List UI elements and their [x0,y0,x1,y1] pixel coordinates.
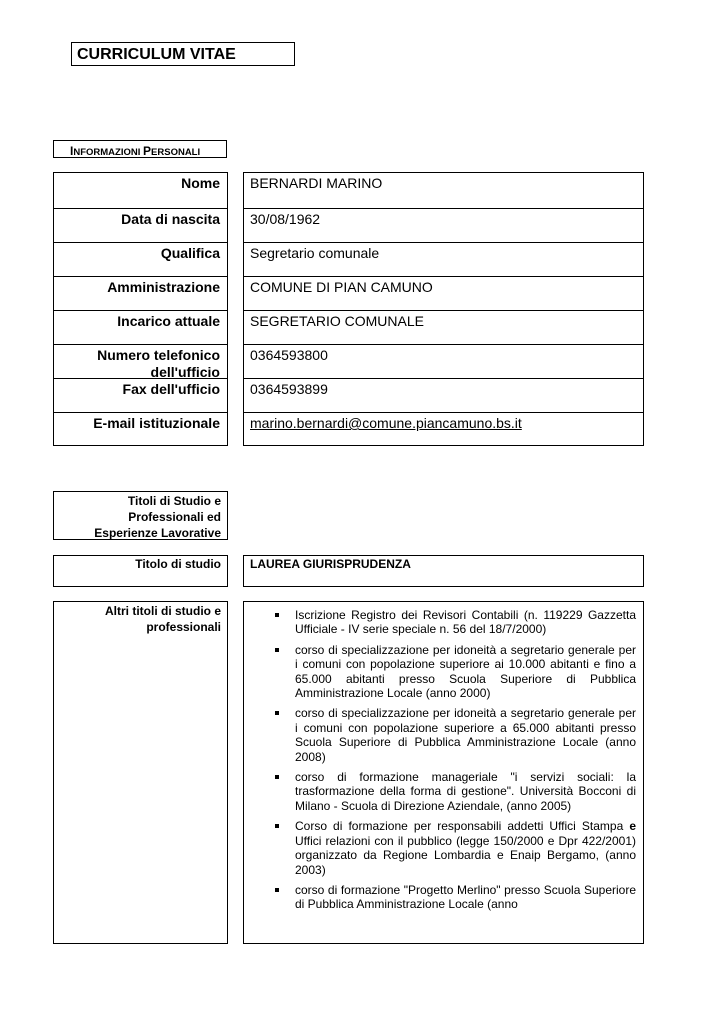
value-incarico: SEGRETARIO COMUNALE [244,310,643,344]
label-nome: Nome [181,175,220,191]
square-bullet-icon [275,613,279,617]
label-incarico: Incarico attuale [54,310,227,344]
label-qualifica: Qualifica [54,242,227,276]
value-data-nascita: 30/08/1962 [244,208,643,242]
email-link[interactable]: marino.bernardi@comune.piancamuno.bs.it [250,415,522,431]
value-email-cell [244,412,643,446]
list-item: corso di formazione manageriale "i servizi sociali: la trasformazione della forma di gestione". Università Bocconi di Milano - Scuola di Direzione Aziendale, (anno 2005) [270,770,636,813]
section-titoli: Titoli di Studio e Professionali ed Esperienze Lavorative [53,491,228,540]
value-titolo-studio: LAUREA GIURISPRUDENZA [243,555,644,587]
value-fax: 0364593899 [244,378,643,412]
altri-titoli-list-cell [243,601,644,944]
personal-values-column [243,172,644,446]
square-bullet-icon [275,775,279,779]
list-item: corso di specializzazione per idoneità a segretario generale per i comuni con popolazione superiore a 65.000 abitanti presso Scuola Superiore di Pubblica Amministrazione Locale (anno 2008) [270,706,636,764]
list-item: corso di formazione "Progetto Merlino" presso Scuola Superiore di Pubblica Amministrazione Locale (anno [270,883,636,912]
label-data-nascita: Data di nascita [54,208,227,242]
list-item: corso di specializzazione per idoneità a segretario generale per i comuni con popolazione superiore ai 10.000 abitanti e fino a 65.000 abitanti presso Scuola Superiore di Pubblica Amministrazione Locale (anno 2000) [270,643,636,701]
document-title: CURRICULUM VITAE [71,42,295,66]
square-bullet-icon [275,711,279,715]
label-fax: Fax dell'ufficio [54,378,227,412]
list-item: Corso di formazione per responsabili addetti Uffici Stampa e Uffici relazioni con il pubblico (legge 150/2000 e Dpr 422/2001) organizzato da Regione Lombardia e Enaip Bergamo, (anno 2003) [270,819,636,877]
section-personal-info: INFORMAZIONI PERSONALI [53,140,227,158]
label-email: E-mail istituzionale [54,412,227,446]
label-telefono: Numero telefonico dell'ufficio [54,344,227,378]
square-bullet-icon [275,824,279,828]
personal-labels-column [53,172,228,446]
value-nome: BERNARDI MARINO [250,175,383,191]
label-altri-titoli: Altri titoli di studio e professionali [53,601,228,944]
list-item: Iscrizione Registro dei Revisori Contabili (n. 119229 Gazzetta Ufficiale - IV serie speciale n. 56 del 18/7/2000) [270,608,636,637]
altri-titoli-list [270,608,636,918]
label-titolo-studio: Titolo di studio [53,555,228,587]
square-bullet-icon [275,888,279,892]
value-amministrazione: COMUNE DI PIAN CAMUNO [244,276,643,310]
label-amministrazione: Amministrazione [54,276,227,310]
square-bullet-icon [275,648,279,652]
value-telefono: 0364593800 [244,344,643,378]
value-qualifica: Segretario comunale [244,242,643,276]
